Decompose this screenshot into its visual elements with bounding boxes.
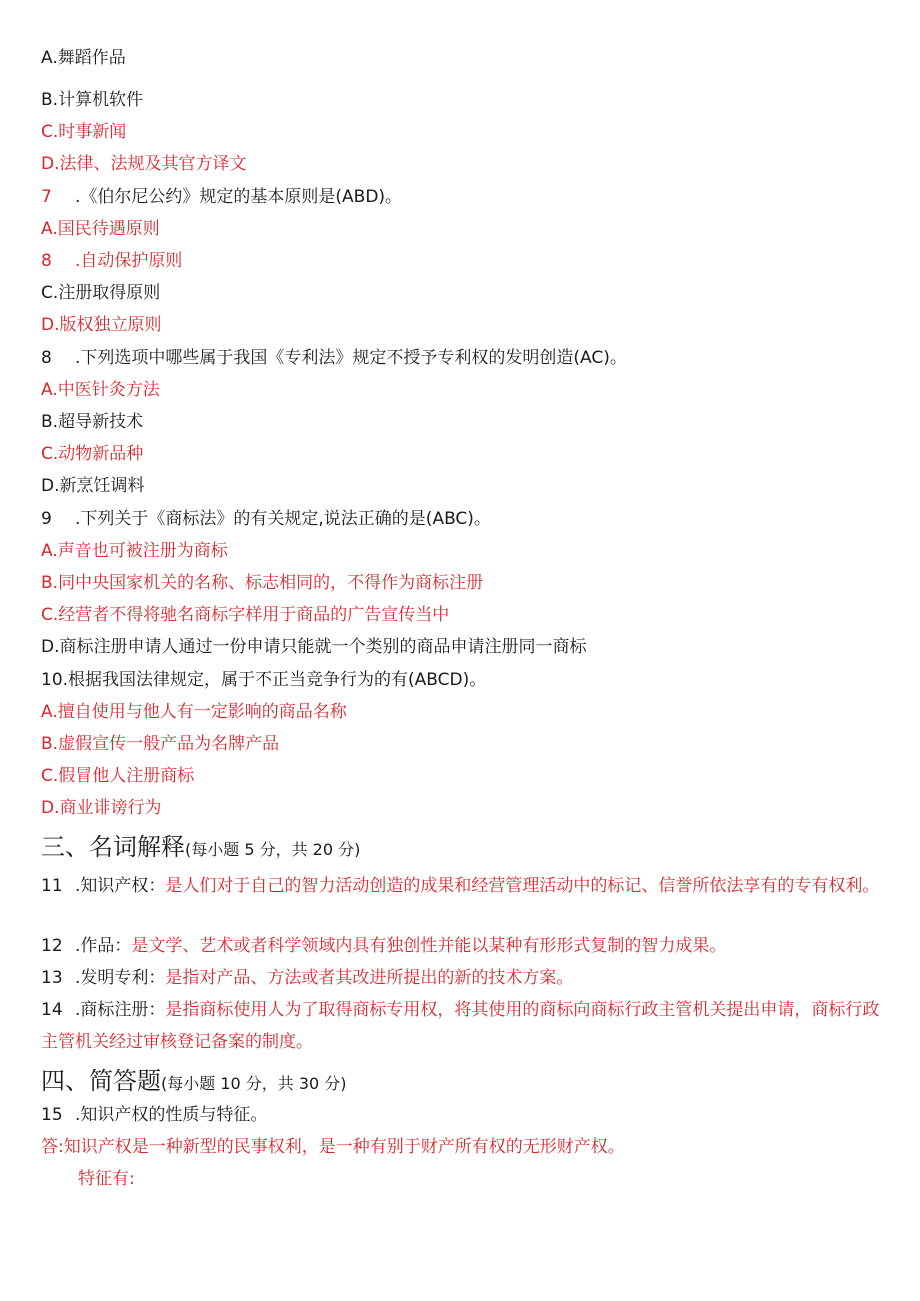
line-text: D.商业诽谤行为: [41, 798, 162, 818]
content-line: [41, 121, 882, 143]
line-text: A.国民待遇原则: [41, 219, 160, 239]
line-number: 7: [41, 187, 52, 207]
term-14-definition: 是指商标使用人为了取得商标专用权，将其使用的商标向商标行政主管机关提出申请，商标行政主管机关经过审核登记备案的制度。: [41, 1000, 880, 1052]
content-line: [41, 604, 882, 626]
content-line: [41, 669, 882, 691]
content-line: [41, 153, 882, 175]
content-line: [41, 443, 882, 465]
content-line: [41, 572, 882, 594]
content-line: [41, 314, 882, 336]
section-4-heading: [41, 1066, 882, 1099]
question-15: [41, 1104, 882, 1126]
line-text: B.虚假宣传一般产品为名牌产品: [41, 734, 280, 754]
content-line: [41, 636, 882, 658]
line-text: .下列关于《商标法》的有关规定,说法正确的是(ABC)。: [75, 509, 491, 529]
line-text: B.超导新技术: [41, 412, 144, 432]
term-14-term: .商标注册：: [75, 1000, 166, 1020]
line-text: A.擅自使用与他人有一定影响的商品名称: [41, 702, 347, 722]
answer-label: 答:: [41, 1137, 64, 1157]
term-11-definition: 是人们对于自己的智力活动创造的成果和经营管理活动中的标记、信誉所依法享有的专有权利。: [165, 876, 880, 896]
line-text: A.中医针灸方法: [41, 380, 160, 400]
content-line: [41, 411, 882, 433]
content-line: [41, 765, 882, 787]
question-15-text: .知识产权的性质与特征。: [75, 1105, 268, 1125]
term-13-definition: 是指对产品、方法或者其改进所提出的新的技术方案。: [165, 968, 574, 988]
content-line: [41, 733, 882, 755]
content-line: [41, 218, 882, 240]
term-14: [41, 994, 882, 1058]
question-15-number: 15: [41, 1105, 63, 1125]
line-text: A.舞蹈作品: [41, 48, 126, 68]
content-line: [41, 475, 882, 497]
answer-15: [41, 1136, 882, 1158]
line-text: D.版权独立原则: [41, 315, 162, 335]
content-line: [41, 250, 882, 272]
section-4-title: 四、简答题: [41, 1067, 161, 1095]
line-text: C.注册取得原则: [41, 283, 161, 303]
line-text: D.商标注册申请人通过一份申请只能就一个类别的商品申请注册同一商标: [41, 637, 587, 657]
line-text: C.经营者不得将驰名商标字样用于商品的广告宣传当中: [41, 605, 450, 625]
line-text: D.法律、法规及其官方译文: [41, 154, 247, 174]
line-text: A.声音也可被注册为商标: [41, 541, 228, 561]
term-13-term: .发明专利：: [75, 968, 166, 988]
term-14-number: 14: [41, 1000, 63, 1020]
term-11: [41, 870, 882, 902]
line-text: C.假冒他人注册商标: [41, 766, 195, 786]
line-text: .《伯尔尼公约》规定的基本原则是(ABD)。: [75, 187, 403, 207]
term-12-term: .作品：: [75, 936, 132, 956]
term-11-term: .知识产权：: [75, 876, 166, 896]
term-12-number: 12: [41, 936, 63, 956]
content-line: [41, 186, 882, 208]
term-12: [41, 935, 882, 957]
content-line: [41, 797, 882, 819]
term-11-number: 11: [41, 876, 63, 896]
term-13-number: 13: [41, 968, 63, 988]
line-number: 9: [41, 509, 52, 529]
line-text: B.计算机软件: [41, 90, 144, 110]
content-line: [41, 379, 882, 401]
line-text: D.新烹饪调料: [41, 476, 145, 496]
line-text: .自动保护原则: [75, 251, 183, 271]
section-3-subtitle: (每小题 5 分，共 20 分): [185, 840, 361, 859]
line-text: .下列选项中哪些属于我国《专利法》规定不授予专利权的发明创造(AC)。: [75, 348, 627, 368]
content-line: [41, 47, 882, 69]
section-4-subtitle: (每小题 10 分，共 30 分): [161, 1074, 347, 1093]
line-number: 8: [41, 251, 52, 271]
content-line: [41, 347, 882, 369]
line-text: 10.根据我国法律规定，属于不正当竞争行为的有(ABCD)。: [41, 670, 487, 690]
content-line: [41, 508, 882, 530]
line-text: C.动物新品种: [41, 444, 144, 464]
content-line: [41, 701, 882, 723]
answer-text: 知识产权是一种新型的民事权利，是一种有别于财产所有权的无形财产权。: [63, 1137, 625, 1157]
term-12-definition: 是文学、艺术或者科学领域内具有独创性并能以某种有形形式复制的智力成果。: [131, 936, 727, 956]
section-3-title: 三、名词解释: [41, 833, 185, 861]
term-13: [41, 967, 882, 989]
line-text: B.同中央国家机关的名称、标志相同的，不得作为商标注册: [41, 573, 484, 593]
content-line: [41, 89, 882, 111]
line-number: 8: [41, 348, 52, 368]
section-3-heading: [41, 832, 882, 865]
line-text: C.时事新闻: [41, 122, 127, 142]
content-line: [41, 282, 882, 304]
content-line: [41, 540, 882, 562]
answer-continuation: 特征有:: [78, 1169, 135, 1189]
